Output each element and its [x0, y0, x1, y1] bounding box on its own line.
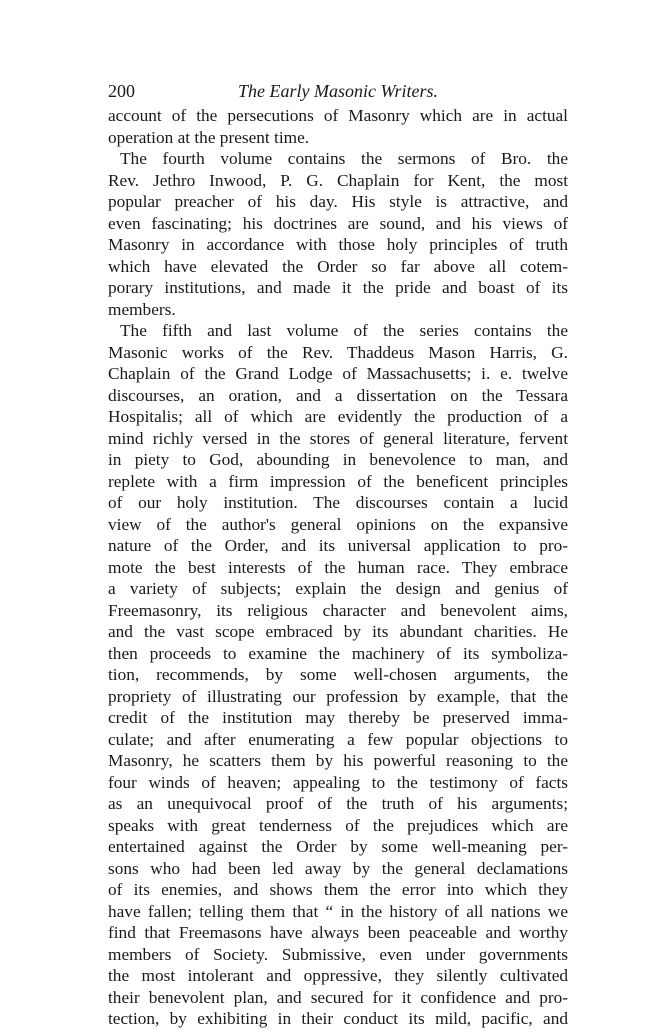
text-line: Masonry in accordance with those holy principles of truth	[108, 235, 568, 254]
text-line: discourses, an oration, and a dissertation on the Tessara	[108, 385, 568, 405]
text-line: four winds of heaven; appealing to the testimony of facts	[108, 772, 568, 792]
text-line: the most intolerant and oppressive, they silently cultivated	[108, 966, 568, 985]
text-line: entertained against the Order by some well-meaning per-	[108, 837, 568, 856]
text-line: tion, recommends, by some well-chosen arguments, the	[108, 665, 568, 684]
text-line: speaks with great tenderness of the prejudices which are	[108, 815, 568, 835]
text-line: a variety of subjects; explain the design and genius of	[108, 579, 568, 598]
body-text	[108, 105, 568, 1030]
text-line: members of Society. Submissive, even under governments	[108, 944, 568, 964]
text-line: culate; and after enumerating a few popular objections to	[108, 729, 568, 749]
text-line: operation at the present time.	[108, 127, 310, 147]
text-line: credit of the institution may thereby be preserved imma-	[108, 708, 568, 727]
text-line: find that Freemasons have always been peaceable and worthy	[108, 923, 568, 942]
text-line: and the vast scope embraced by its abundant charities. He	[108, 622, 568, 641]
text-line: Masonry, he scatters them by his powerful reasoning to the	[108, 751, 568, 770]
text-line: Masonic works of the Rev. Thaddeus Mason Harris, G.	[108, 342, 568, 362]
text-line: in piety to God, abounding in benevolence to man, and	[108, 450, 568, 469]
text-line: which have elevated the Order so far above all cotem-	[108, 256, 568, 276]
text-line: mote the best interests of the human race. They embrace	[108, 557, 568, 577]
running-title: The Early Masonic Writers.	[238, 81, 438, 101]
text-line: have fallen; telling them that “ in the history of all nations we	[108, 901, 568, 921]
text-line: Freemasonry, its religious character and benevolent aims,	[108, 600, 568, 620]
page-number: 200	[108, 81, 135, 101]
text-line: Hospitalis; all of which are evidently the production of a	[108, 407, 568, 426]
text-line: Chaplain of the Grand Lodge of Massachusetts; i. e. twelve	[108, 364, 568, 383]
text-line: mind richly versed in the stores of general literature, fervent	[108, 428, 568, 448]
text-line: members.	[108, 299, 176, 319]
text-line: of its enemies, and shows them the error into which they	[108, 880, 568, 899]
text-line: even fascinating; his doctrines are sound, and his views of	[108, 213, 568, 233]
text-line: The fourth volume contains the sermons of Bro. the	[120, 149, 568, 168]
text-line: their benevolent plan, and secured for it confidence and pro-	[108, 987, 568, 1007]
text-line: as an unequivocal proof of the truth of his arguments;	[108, 794, 568, 813]
text-line: sons who had been led away by the general declamations	[108, 858, 568, 878]
text-line: of our holy institution. The discourses contain a lucid	[108, 493, 568, 512]
book-page	[108, 80, 568, 1030]
text-line: popular preacher of his day. His style is attractive, and	[108, 192, 568, 211]
text-line: propriety of illustrating our profession by example, that the	[108, 686, 568, 706]
text-line: tection, by exhibiting in their conduct its mild, pacific, and	[108, 1009, 568, 1028]
text-line: account of the persecutions of Masonry which are in actual	[108, 106, 568, 125]
text-line: Rev. Jethro Inwood, P. G. Chaplain for Kent, the most	[108, 170, 568, 190]
text-line: then proceeds to examine the machinery of its symboliza-	[108, 643, 568, 663]
text-line: replete with a firm impression of the beneficent principles	[108, 471, 568, 491]
text-line: porary institutions, and made it the pride and boast of its	[108, 278, 568, 297]
text-line: view of the author's general opinions on the expansive	[108, 514, 568, 534]
text-line: nature of the Order, and its universal application to pro-	[108, 536, 568, 555]
running-head	[108, 80, 568, 102]
text-line: The fifth and last volume of the series contains the	[120, 321, 568, 340]
